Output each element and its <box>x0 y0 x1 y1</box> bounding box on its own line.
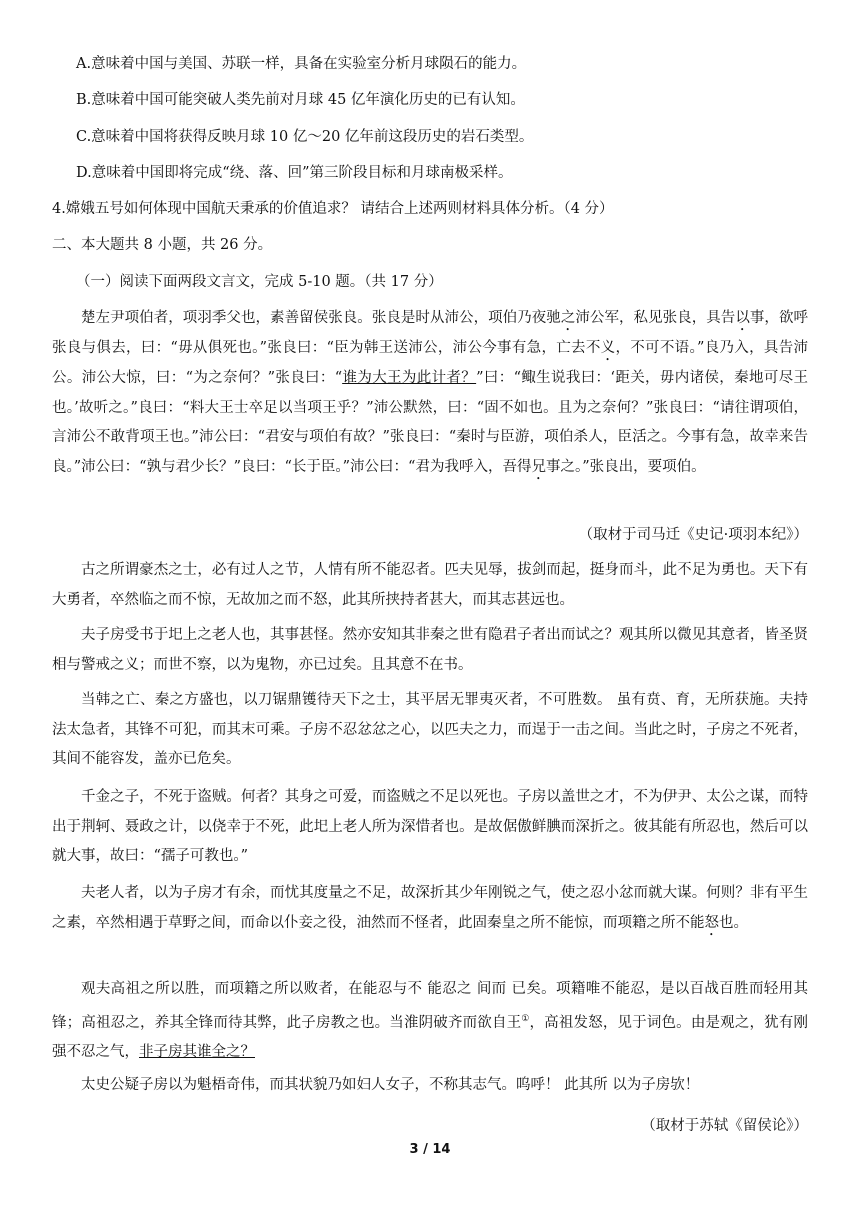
underlined-sentence: 谁为大王为此计者？ <box>342 370 477 386</box>
option-d: D.意味着中国即将完成“绕、落、回”第三阶段目标和月球南极采样。 <box>76 165 513 181</box>
option-c: C.意味着中国将获得反映月球 10 亿～20 亿年前这段历史的岩石类型。 <box>76 129 534 145</box>
passage-6: 夫老人者，以为子房才有余，而忧其度量之不足，故深折其少年刚锐之气，使之忍小忿而就大谋。何则？非有平生之素，卒然相遇于草野之间，而命以仆妾之役，油然而不怪者，此固秦皇之所不能惊，而项籍之所不能怒也。 <box>52 885 808 931</box>
source-citation-1: （取材于司马迁《史记·项羽本纪》） <box>578 527 808 543</box>
dotted-char: 怒 <box>704 914 719 931</box>
passage-7: 观夫高祖之所以胜，而项籍之所以败者，在能忍与不 能忍之 间而 已矣。项籍唯不能忍，是以百战百胜而轻用其锋；高祖忍之，养其全锋而待其弊，此子房教之也。当淮阴破齐而欲自王①，高祖发怒，见于词色。由是观之，犹有刚强不忍之气，非子房其谁全之？ <box>52 981 808 1060</box>
source-citation-2: （取材于苏轼《留侯论》） <box>641 1118 808 1134</box>
passage-5: 千金之子，不死于盗贼。何者？其身之可爱，而盗贼之不足以死也。子房以盖世之才，不为伊尹、太公之谋，而特出于荆轲、聂政之计，以侥幸于不死，此圯上老人所为深惜者也。是故倨傲鲜腆而深折之。彼其能有所忍也，然后可以就大事，故曰：“孺子可教也。” <box>52 789 808 864</box>
passage-8: 太史公疑子房以为魁梧奇伟，而其状貌乃如妇人女子，不称其志气。呜呼！ 此其所 以为子房欤！ <box>81 1077 700 1093</box>
underlined-sentence: 非子房其谁全之？ <box>139 1043 255 1060</box>
option-a: A.意味着中国与美国、苏联一样，具备在实验室分析月球陨石的能力。 <box>76 56 527 72</box>
passage-3: 夫子房受书于圯上之老人也，其事甚怪。然亦安知其非秦之世有隐君子者出而试之？观其所以微见其意者，皆圣贤相与警戒之义；而世不察，以为鬼物，亦已过矣。且其意不在书。 <box>52 627 808 673</box>
dotted-char: 之 <box>560 310 576 326</box>
question-4: 4.嫦娥五号如何体现中国航天秉承的价值追求？ 请结合上述两则材料具体分析。（4 分） <box>52 201 614 217</box>
passage-2: 古之所谓豪杰之士，必有过人之节，人情有所不能忍者。匹夫见辱，拔剑而起，挺身而斗，此不足为勇也。天下有大勇者，卒然临之而不惊，无故加之而不怒，此其所挟持者甚大，而其志甚远也。 <box>52 562 808 608</box>
passage-1: 楚左尹项伯者，项羽季父也，素善留侯张良。张良是时从沛公，项伯乃夜驰之沛公军，私见张良，具告以事，欲呼张良与俱去，曰：“毋从俱死也。”张良曰：“臣为韩王送沛公，沛公今事有急，亡去不义，不可不语。”良乃入，具告沛公。沛公大惊，曰：“为之奈何？”张良曰：“谁为大王为此计者？”曰：“鲰生说我曰：‘距关，毋内诸侯，秦地可尽王也。’故听之。”良曰：“料大王士卒足以当项王乎？”沛公默然，曰：“固不如也。且为之奈何？”张良曰：“请往谓项伯，言沛公不敢背项王也。”沛公曰：“君安与项伯有故？”张良曰：“秦时与臣游，项伯杀人，臣活之。今事有急，故幸来告良。”沛公曰：“孰与君少长？”良曰：“长于臣。”沛公曰：“君为我呼入，吾得兄事之。”张良出，要项伯。 <box>52 310 809 475</box>
option-b: B.意味着中国可能突破人类先前对月球 45 亿年演化历史的已有认知。 <box>76 92 525 108</box>
section-heading: 二、本大题共 8 小题，共 26 分。 <box>52 237 273 253</box>
dotted-char: 以 <box>735 310 750 326</box>
subsection-heading: （一）阅读下面两段文言文，完成 5-10 题。（共 17 分） <box>76 274 443 290</box>
footnote-marker: ① <box>521 1013 530 1024</box>
page-number: 3 / 14 <box>409 1142 451 1157</box>
dotted-char: 兄 <box>531 458 546 475</box>
passage-4: 当韩之亡、秦之方盛也，以刀锯鼎镬待天下之士，其平居无罪夷灭者，不可胜数。 虽有贲、育，无所获施。夫持法太急者，其锋不可犯，而其末可乘。子房不忍忿忿之心，以匹夫之力，而逞于一击之间。当此之时，子房之不死者，其间不能容发，盖亦已危矣。 <box>52 692 808 767</box>
dotted-char: 义 <box>600 340 616 356</box>
